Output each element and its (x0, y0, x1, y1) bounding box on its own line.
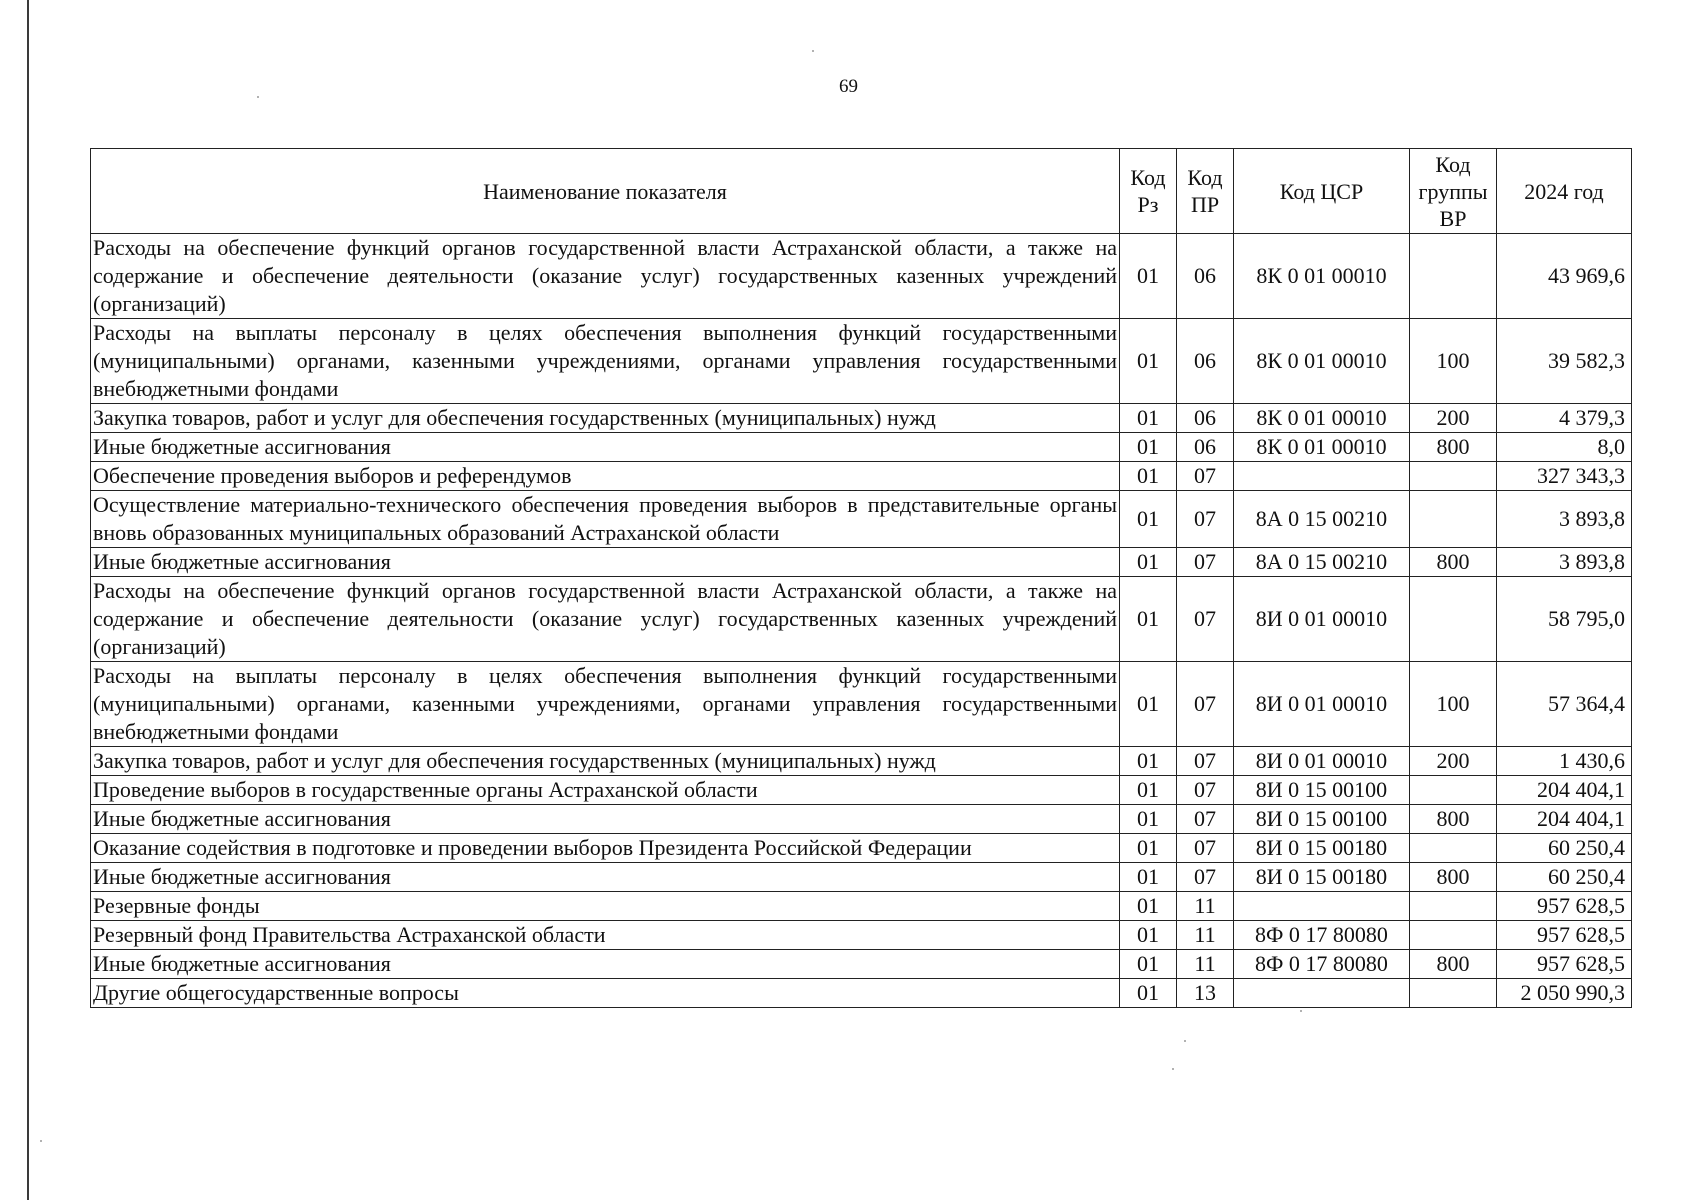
scan-speck (812, 50, 814, 52)
cell-pr: 07 (1177, 577, 1234, 662)
cell-vr (1410, 577, 1497, 662)
table-row (91, 805, 1632, 834)
cell-amount: 4 379,3 (1497, 404, 1632, 433)
cell-pr: 06 (1177, 234, 1234, 319)
cell-rz: 01 (1120, 577, 1177, 662)
cell-vr: 200 (1410, 747, 1497, 776)
table-row (91, 921, 1632, 950)
binding-edge-line (27, 0, 29, 1200)
cell-vr: 800 (1410, 950, 1497, 979)
cell-vr (1410, 834, 1497, 863)
cell-name: Иные бюджетные ассигнования (91, 805, 1120, 834)
scan-speck (1172, 1068, 1174, 1070)
cell-pr: 06 (1177, 319, 1234, 404)
cell-vr (1410, 491, 1497, 548)
table-row (91, 462, 1632, 491)
cell-rz: 01 (1120, 662, 1177, 747)
cell-vr (1410, 979, 1497, 1008)
cell-vr (1410, 921, 1497, 950)
table-row (91, 892, 1632, 921)
cell-csr: 8К 0 01 00010 (1234, 319, 1410, 404)
cell-amount: 60 250,4 (1497, 863, 1632, 892)
cell-vr: 800 (1410, 863, 1497, 892)
cell-name: Закупка товаров, работ и услуг для обеспечения государственных (муниципальных) нужд (91, 404, 1120, 433)
cell-name: Оказание содействия в подготовке и проведении выборов Президента Российской Федерации (91, 834, 1120, 863)
cell-pr: 11 (1177, 892, 1234, 921)
header-csr: Код ЦСР (1234, 149, 1410, 234)
cell-csr: 8Ф 0 17 80080 (1234, 921, 1410, 950)
cell-pr: 06 (1177, 404, 1234, 433)
cell-amount: 60 250,4 (1497, 834, 1632, 863)
table-row (91, 950, 1632, 979)
cell-amount: 39 582,3 (1497, 319, 1632, 404)
cell-name: Иные бюджетные ассигнования (91, 863, 1120, 892)
cell-csr: 8А 0 15 00210 (1234, 491, 1410, 548)
cell-name: Иные бюджетные ассигнования (91, 548, 1120, 577)
cell-pr: 07 (1177, 462, 1234, 491)
cell-amount: 3 893,8 (1497, 491, 1632, 548)
header-rz: Код Рз (1120, 149, 1177, 234)
cell-csr: 8Ф 0 17 80080 (1234, 950, 1410, 979)
cell-name: Осуществление материально-технического обеспечения проведения выборов в представительные органы вновь образованных муниципальных образований Астраханской области (91, 491, 1120, 548)
cell-name: Иные бюджетные ассигнования (91, 433, 1120, 462)
cell-rz: 01 (1120, 921, 1177, 950)
cell-csr: 8И 0 01 00010 (1234, 662, 1410, 747)
cell-csr: 8К 0 01 00010 (1234, 433, 1410, 462)
cell-vr: 800 (1410, 548, 1497, 577)
cell-vr: 100 (1410, 319, 1497, 404)
table-row (91, 747, 1632, 776)
cell-rz: 01 (1120, 979, 1177, 1008)
cell-amount: 957 628,5 (1497, 950, 1632, 979)
cell-name: Расходы на выплаты персоналу в целях обеспечения выполнения функций государственными (муниципальными) органами, казенными учреждениями, органами управления государственными внебюджетными фондами (91, 662, 1120, 747)
cell-pr: 06 (1177, 433, 1234, 462)
cell-csr: 8К 0 01 00010 (1234, 234, 1410, 319)
cell-name: Расходы на обеспечение функций органов государственной власти Астраханской области, а также на содержание и обеспечение деятельности (оказание услуг) государственных казенных учреждений (организаций) (91, 577, 1120, 662)
cell-rz: 01 (1120, 462, 1177, 491)
header-name: Наименование показателя (91, 149, 1120, 234)
table-row (91, 776, 1632, 805)
cell-vr: 800 (1410, 805, 1497, 834)
cell-amount: 204 404,1 (1497, 776, 1632, 805)
cell-pr: 13 (1177, 979, 1234, 1008)
cell-name: Иные бюджетные ассигнования (91, 950, 1120, 979)
table-row (91, 491, 1632, 548)
cell-rz: 01 (1120, 805, 1177, 834)
table-row (91, 234, 1632, 319)
cell-name: Резервный фонд Правительства Астраханской области (91, 921, 1120, 950)
cell-name: Обеспечение проведения выборов и референдумов (91, 462, 1120, 491)
cell-vr (1410, 462, 1497, 491)
cell-pr: 11 (1177, 921, 1234, 950)
cell-vr (1410, 892, 1497, 921)
header-pr: Код ПР (1177, 149, 1234, 234)
header-year: 2024 год (1497, 149, 1632, 234)
cell-vr (1410, 776, 1497, 805)
cell-csr (1234, 892, 1410, 921)
cell-csr: 8И 0 01 00010 (1234, 747, 1410, 776)
cell-vr (1410, 234, 1497, 319)
cell-rz: 01 (1120, 950, 1177, 979)
table-row (91, 662, 1632, 747)
scan-speck (1300, 1010, 1302, 1012)
cell-rz: 01 (1120, 234, 1177, 319)
cell-csr: 8И 0 15 00180 (1234, 863, 1410, 892)
header-vr: Код группы ВР (1410, 149, 1497, 234)
cell-csr: 8А 0 15 00210 (1234, 548, 1410, 577)
cell-amount: 204 404,1 (1497, 805, 1632, 834)
cell-rz: 01 (1120, 319, 1177, 404)
cell-amount: 8,0 (1497, 433, 1632, 462)
cell-name: Другие общегосударственные вопросы (91, 979, 1120, 1008)
cell-pr: 07 (1177, 747, 1234, 776)
cell-csr: 8И 0 15 00100 (1234, 805, 1410, 834)
cell-rz: 01 (1120, 776, 1177, 805)
cell-rz: 01 (1120, 747, 1177, 776)
table-row (91, 834, 1632, 863)
table-row (91, 577, 1632, 662)
cell-pr: 07 (1177, 834, 1234, 863)
scan-speck (40, 1140, 42, 1142)
cell-rz: 01 (1120, 548, 1177, 577)
cell-pr: 07 (1177, 491, 1234, 548)
cell-amount: 957 628,5 (1497, 892, 1632, 921)
cell-name: Проведение выборов в государственные органы Астраханской области (91, 776, 1120, 805)
cell-name: Расходы на обеспечение функций органов государственной власти Астраханской области, а также на содержание и обеспечение деятельности (оказание услуг) государственных казенных учреждений (организаций) (91, 234, 1120, 319)
cell-pr: 07 (1177, 863, 1234, 892)
cell-csr: 8И 0 15 00100 (1234, 776, 1410, 805)
cell-amount: 957 628,5 (1497, 921, 1632, 950)
page-number: 69 (839, 76, 858, 97)
cell-rz: 01 (1120, 863, 1177, 892)
table-row (91, 433, 1632, 462)
cell-name: Резервные фонды (91, 892, 1120, 921)
cell-csr (1234, 462, 1410, 491)
cell-amount: 327 343,3 (1497, 462, 1632, 491)
cell-vr: 200 (1410, 404, 1497, 433)
cell-csr: 8И 0 01 00010 (1234, 577, 1410, 662)
cell-vr: 800 (1410, 433, 1497, 462)
cell-pr: 07 (1177, 805, 1234, 834)
cell-amount: 3 893,8 (1497, 548, 1632, 577)
table-row (91, 548, 1632, 577)
table-row (91, 863, 1632, 892)
cell-pr: 07 (1177, 662, 1234, 747)
budget-table (90, 148, 1632, 1008)
cell-pr: 07 (1177, 548, 1234, 577)
cell-rz: 01 (1120, 404, 1177, 433)
cell-amount: 57 364,4 (1497, 662, 1632, 747)
scan-speck (257, 96, 259, 98)
table-body (91, 234, 1632, 1008)
cell-csr (1234, 979, 1410, 1008)
cell-rz: 01 (1120, 433, 1177, 462)
cell-csr: 8И 0 15 00180 (1234, 834, 1410, 863)
cell-pr: 07 (1177, 776, 1234, 805)
cell-amount: 58 795,0 (1497, 577, 1632, 662)
cell-pr: 11 (1177, 950, 1234, 979)
table-row (91, 979, 1632, 1008)
cell-rz: 01 (1120, 892, 1177, 921)
scan-speck (1184, 1040, 1186, 1042)
cell-name: Расходы на выплаты персоналу в целях обеспечения выполнения функций государственными (муниципальными) органами, казенными учреждениями, органами управления государственными внебюджетными фондами (91, 319, 1120, 404)
cell-csr: 8К 0 01 00010 (1234, 404, 1410, 433)
cell-amount: 1 430,6 (1497, 747, 1632, 776)
cell-name: Закупка товаров, работ и услуг для обеспечения государственных (муниципальных) нужд (91, 747, 1120, 776)
table-row (91, 404, 1632, 433)
cell-rz: 01 (1120, 834, 1177, 863)
cell-amount: 43 969,6 (1497, 234, 1632, 319)
cell-amount: 2 050 990,3 (1497, 979, 1632, 1008)
table-row (91, 319, 1632, 404)
table-header-row (91, 149, 1632, 234)
cell-vr: 100 (1410, 662, 1497, 747)
cell-rz: 01 (1120, 491, 1177, 548)
